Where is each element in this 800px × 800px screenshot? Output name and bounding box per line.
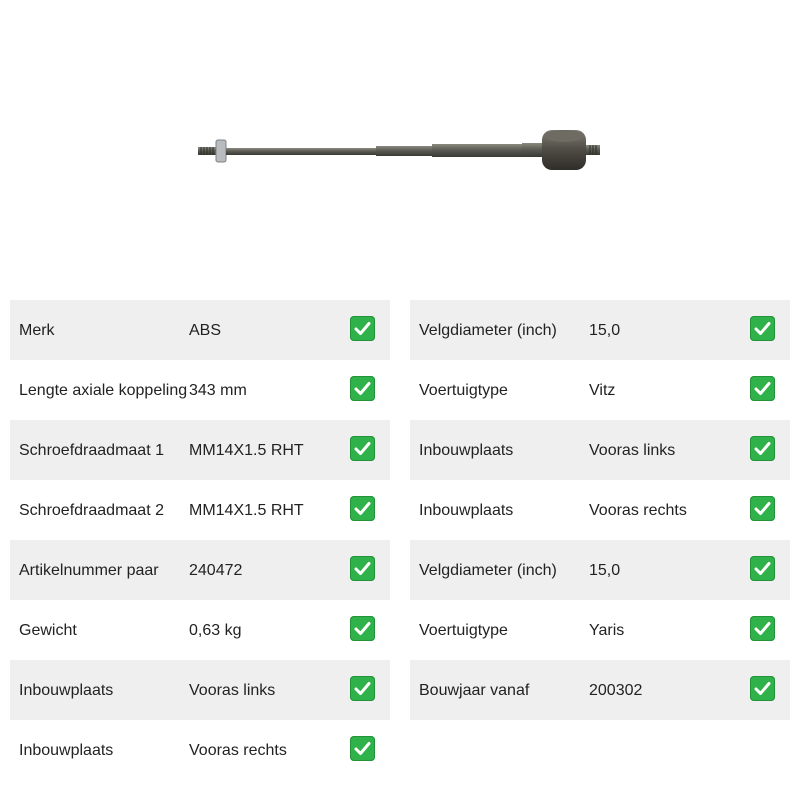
spec-row: [10, 600, 390, 660]
spec-label: Lengte axiale koppeling: [19, 382, 188, 399]
spec-row: [10, 720, 390, 780]
spec-value: Yaris: [589, 622, 625, 639]
check-icon: [350, 496, 375, 521]
spec-row: [410, 600, 790, 660]
spec-table-left: [10, 300, 390, 780]
spec-value: 0,63 kg: [189, 622, 242, 639]
check-icon: [750, 556, 775, 581]
check-icon: [350, 436, 375, 461]
spec-row: [410, 420, 790, 480]
spec-label: Velgdiameter (inch): [419, 562, 557, 579]
spec-label: Gewicht: [19, 622, 77, 639]
spec-label: Inbouwplaats: [419, 442, 514, 459]
spec-row: [10, 420, 390, 480]
check-icon: [350, 676, 375, 701]
spec-row: [10, 540, 390, 600]
check-icon: [350, 316, 375, 341]
check-icon: [350, 736, 375, 761]
spec-label: Inbouwplaats: [419, 502, 514, 519]
check-icon: [750, 376, 775, 401]
spec-row: [10, 360, 390, 420]
spec-label: Inbouwplaats: [19, 682, 114, 699]
spec-row: [410, 300, 790, 360]
spec-label: Artikelnummer paar: [19, 562, 159, 579]
spec-value: 240472: [189, 562, 243, 579]
tie-rod-illustration: [190, 118, 610, 180]
spec-label: Voertuigtype: [419, 382, 508, 399]
spec-value: 15,0: [589, 322, 621, 339]
spec-value: Vitz: [589, 382, 616, 399]
check-icon: [750, 436, 775, 461]
spec-value: MM14X1.5 RHT: [189, 442, 304, 459]
spec-row: [410, 480, 790, 540]
check-icon: [350, 376, 375, 401]
check-icon: [350, 616, 375, 641]
spec-table-right: [410, 300, 790, 720]
product-image-tie-rod: [190, 118, 610, 180]
check-icon: [750, 616, 775, 641]
spec-value: Vooras rechts: [189, 742, 287, 759]
spec-value: 200302: [589, 682, 643, 699]
check-icon: [750, 676, 775, 701]
spec-value: Vooras links: [589, 442, 676, 459]
spec-row: [10, 300, 390, 360]
spec-label: Voertuigtype: [419, 622, 508, 639]
spec-row: [410, 360, 790, 420]
spec-label: Merk: [19, 322, 55, 339]
spec-label: Bouwjaar vanaf: [419, 682, 530, 699]
spec-row: [410, 540, 790, 600]
spec-row: [10, 480, 390, 540]
spec-value: Vooras rechts: [589, 502, 687, 519]
spec-value: MM14X1.5 RHT: [189, 502, 304, 519]
spec-value: ABS: [189, 322, 222, 339]
spec-row: [410, 660, 790, 720]
spec-label: Velgdiameter (inch): [419, 322, 557, 339]
spec-label: Schroefdraadmaat 1: [19, 442, 164, 459]
spec-row: [10, 660, 390, 720]
check-icon: [750, 496, 775, 521]
check-icon: [350, 556, 375, 581]
spec-label: Schroefdraadmaat 2: [19, 502, 164, 519]
spec-label: Inbouwplaats: [19, 742, 114, 759]
spec-value: 343 mm: [189, 382, 247, 399]
spec-value: Vooras links: [189, 682, 276, 699]
spec-value: 15,0: [589, 562, 621, 579]
check-icon: [750, 316, 775, 341]
